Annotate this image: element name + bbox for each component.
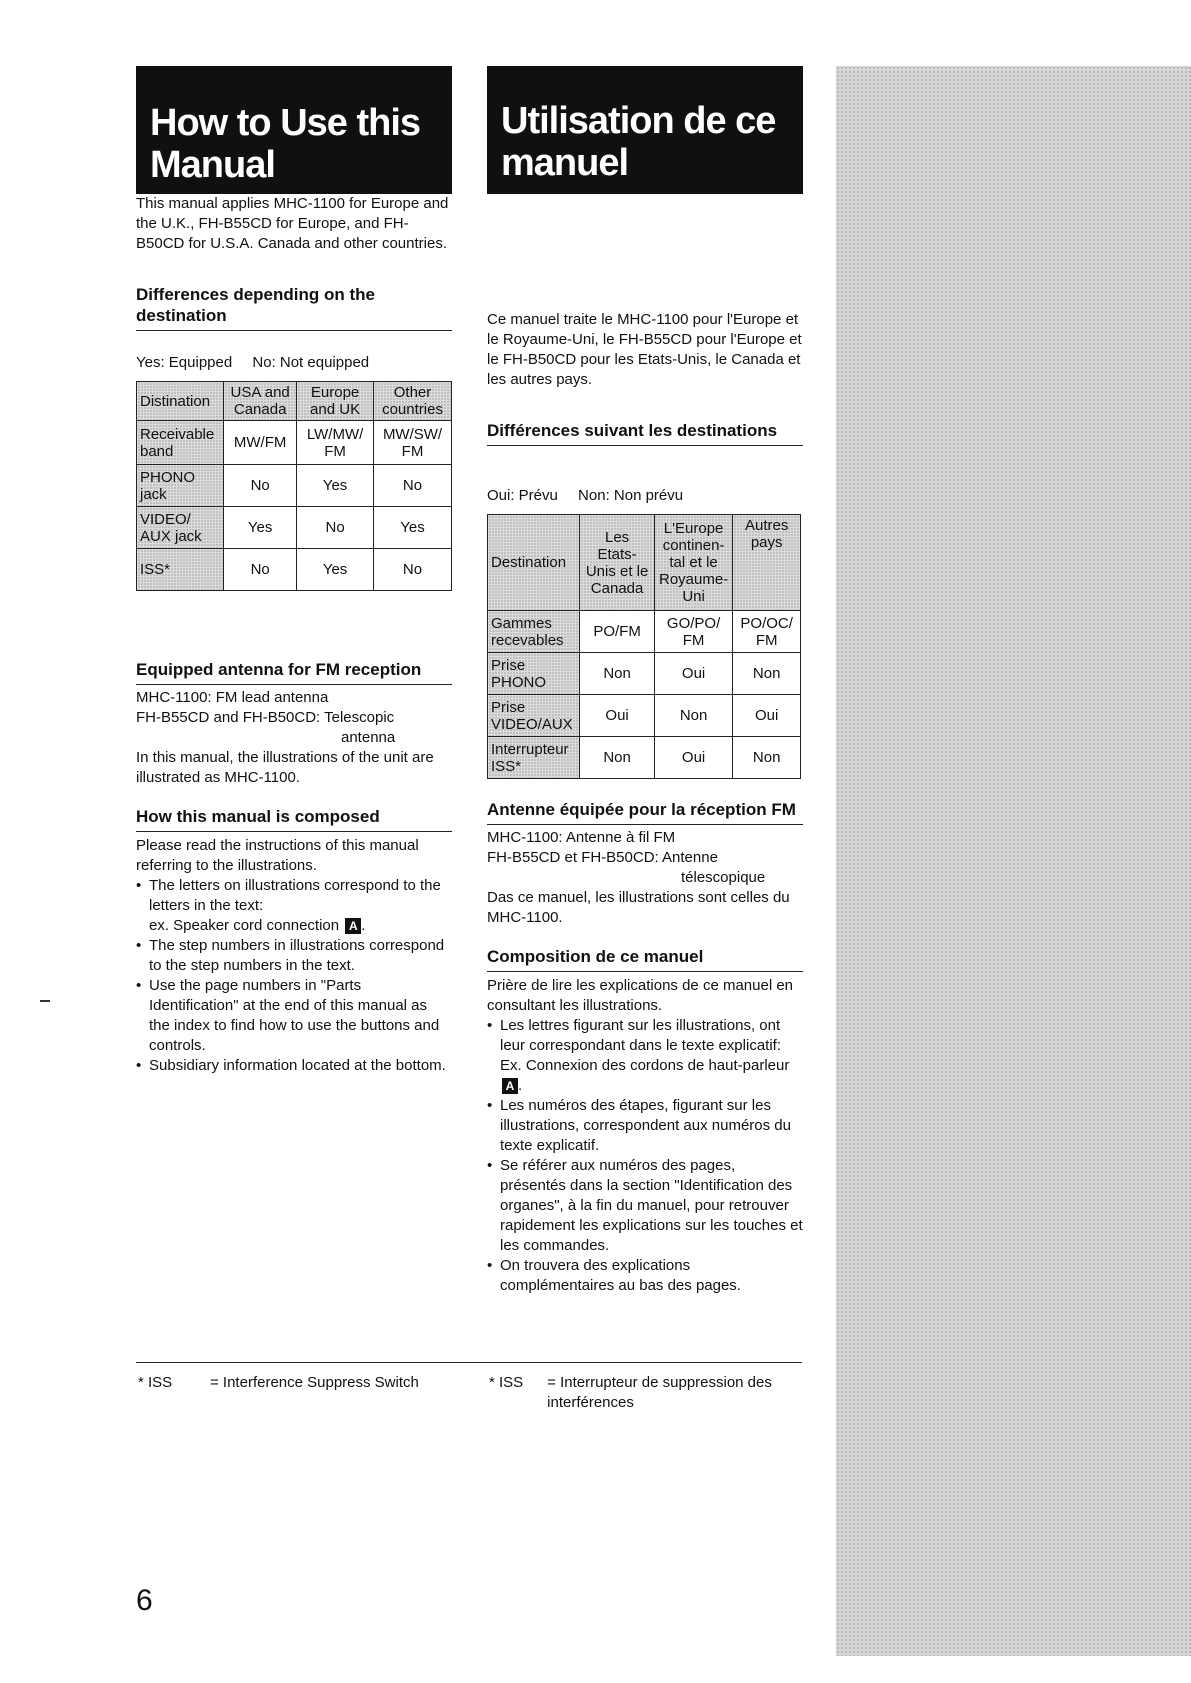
list-item: • The step numbers in illustrations correspond to the step numbers in the text. [136, 936, 452, 976]
french-title: Utilisation de ce manuel [487, 66, 803, 194]
table-cell: No [224, 549, 297, 591]
french-column [487, 66, 803, 1296]
french-composed-intro: Prière de lire les explications de ce manuel en consultant les illustrations. [487, 977, 793, 1014]
table-header: L'Europe continen-tal et le Royaume-Uni [654, 515, 733, 611]
table-cell: Non [733, 737, 801, 779]
table-row-header: Receivable band [137, 421, 224, 465]
table-row-header: Interrupteur ISS* [488, 737, 580, 779]
table-cell: No [374, 549, 452, 591]
french-footnote [487, 1373, 802, 1413]
table-cell: Oui [654, 653, 733, 695]
table-row [488, 653, 801, 695]
list-item: • Use the page numbers in "Parts Identification" at the end of this manual as the index to find how to use the buttons and controls. [136, 976, 452, 1056]
legend-yes: Oui: Prévu [487, 487, 558, 504]
french-differences-heading: Différences suivant les destinations [487, 420, 803, 446]
legend-no: Non: Non prévu [578, 487, 684, 504]
english-antenna-line1: MHC-1100: FM lead antenna [136, 689, 329, 706]
table-row-header: PHONO jack [137, 465, 224, 507]
table-cell: PO/OC/ FM [733, 611, 801, 653]
list-item-text: Les lettres figurant sur les illustrations, ont leur correspondant dans le texte explicatif: [500, 1017, 781, 1054]
english-composed-intro: Please read the instructions of this manual referring to the illustrations. [136, 837, 419, 874]
table-cell: No [224, 465, 297, 507]
table-row [137, 465, 452, 507]
table-header: USA and Canada [224, 382, 297, 421]
table-cell: Yes [297, 465, 374, 507]
english-intro: This manual applies MHC-1100 for Europe and the U.K., FH-B55CD for Europe, and FH-B50CD for U.S.A. Canada and other countries. [136, 195, 449, 252]
table-row [137, 421, 452, 465]
list-item-example: ex. Speaker cord connection [149, 917, 340, 934]
french-composed-heading: Composition de ce manuel [487, 946, 803, 972]
table-cell: Non [580, 737, 654, 779]
table-row-header: Prise VIDEO/AUX [488, 695, 580, 737]
page-number: 6 [136, 1584, 153, 1617]
french-antenna-line3: télescopique [681, 869, 766, 886]
french-antenna-line2: FH-B55CD et FH-B50CD: Antenne [487, 849, 718, 866]
list-item: • Les lettres figurant sur les illustrations, ont leur correspondant dans le texte explicatif: Ex. Connexion des cordons de haut-parleur A . [487, 1016, 803, 1096]
list-item-text: The letters on illustrations correspond to the letters in the text: [149, 877, 441, 914]
letter-a-badge: A [345, 918, 361, 934]
french-antenna-note: Das ce manuel, les illustrations sont celles du MHC-1100. [487, 889, 790, 926]
table-cell: Non [654, 695, 733, 737]
english-title: How to Use this Manual [136, 66, 452, 194]
english-composed-heading: How this manual is composed [136, 806, 452, 832]
list-item: • Subsidiary information located at the bottom. [136, 1056, 452, 1076]
gray-side-margin [836, 66, 1191, 1656]
table-cell: Oui [733, 695, 801, 737]
footnote-text: = Interference Suppress Switch [210, 1374, 419, 1391]
table-header: Distination [137, 382, 224, 421]
table-cell: Yes [374, 507, 452, 549]
table-row-header: ISS* [137, 549, 224, 591]
list-item: • On trouvera des explications complémentaires au bas des pages. [487, 1256, 803, 1296]
french-intro: Ce manuel traite le MHC-1100 pour l'Europe et le Royaume-Uni, le FH-B55CD pour l'Europe et le FH-B50CD pour les Etats-Unis, le Canada et les autres pays. [487, 311, 802, 388]
french-legend [487, 486, 803, 506]
english-column [136, 66, 452, 1076]
table-cell: Oui [654, 737, 733, 779]
list-item: • The letters on illustrations correspond to the letters in the text: ex. Speaker cord connection A . [136, 876, 452, 936]
french-antenna-line1: MHC-1100: Antenne à fil FM [487, 829, 676, 846]
table-cell: Oui [580, 695, 654, 737]
letter-a-badge: A [502, 1078, 518, 1094]
table-cell: No [297, 507, 374, 549]
table-row [137, 507, 452, 549]
table-row [488, 611, 801, 653]
english-destination-table [136, 381, 452, 591]
table-header: Autres pays [733, 515, 801, 611]
table-cell: Non [580, 653, 654, 695]
english-antenna-heading: Equipped antenna for FM reception [136, 659, 452, 685]
table-row [488, 737, 801, 779]
table-cell: Yes [224, 507, 297, 549]
table-row-header: Gammes recevables [488, 611, 580, 653]
table-cell: MW/FM [224, 421, 297, 465]
english-antenna-note: In this manual, the illustrations of the unit are illustrated as MHC-1100. [136, 749, 434, 786]
table-cell: LW/MW/ FM [297, 421, 374, 465]
french-antenna-heading: Antenne équipée pour la réception FM [487, 799, 803, 825]
english-legend [136, 353, 452, 373]
table-header: Europe and UK [297, 382, 374, 421]
margin-mark [40, 1000, 50, 1002]
table-cell: Yes [297, 549, 374, 591]
table-cell: MW/SW/ FM [374, 421, 452, 465]
english-antenna-line3: antenna [341, 729, 396, 746]
footnote-area [136, 1362, 802, 1411]
english-differences-heading: Differences depending on the destination [136, 284, 452, 331]
list-item: • Les numéros des étapes, figurant sur les illustrations, correspondent aux numéros du texte explicatif. [487, 1096, 803, 1156]
english-footnote [136, 1373, 456, 1393]
table-cell: Non [733, 653, 801, 695]
english-antenna-line2: FH-B55CD and FH-B50CD: Telescopic [136, 709, 395, 726]
french-destination-table [487, 514, 801, 779]
table-header: Les Etats-Unis et le Canada [580, 515, 654, 611]
legend-yes: Yes: Equipped [136, 354, 233, 371]
table-row-header: VIDEO/ AUX jack [137, 507, 224, 549]
footnote-marker: * ISS [138, 1374, 173, 1391]
list-item-example: Ex. Connexion des cordons de haut-parleur [500, 1057, 790, 1074]
table-row-header: Prise PHONO [488, 653, 580, 695]
table-cell: PO/FM [580, 611, 654, 653]
table-cell: GO/PO/ FM [654, 611, 733, 653]
list-item: • Se référer aux numéros des pages, présentés dans la section "Identification des organes", à la fin du manuel, pour retrouver rapidement les explications sur les touches et les commandes. [487, 1156, 803, 1256]
french-composed-list [487, 1016, 803, 1296]
table-header: Destination [488, 515, 580, 611]
footnote-text: = Interrupteur de suppression des interférences [547, 1374, 772, 1411]
footnote-marker: * ISS [489, 1374, 524, 1391]
table-cell: No [374, 465, 452, 507]
english-composed-list [136, 876, 452, 1076]
table-row [137, 549, 452, 591]
table-row [488, 695, 801, 737]
legend-no: No: Not equipped [252, 354, 370, 371]
table-header: Other countries [374, 382, 452, 421]
